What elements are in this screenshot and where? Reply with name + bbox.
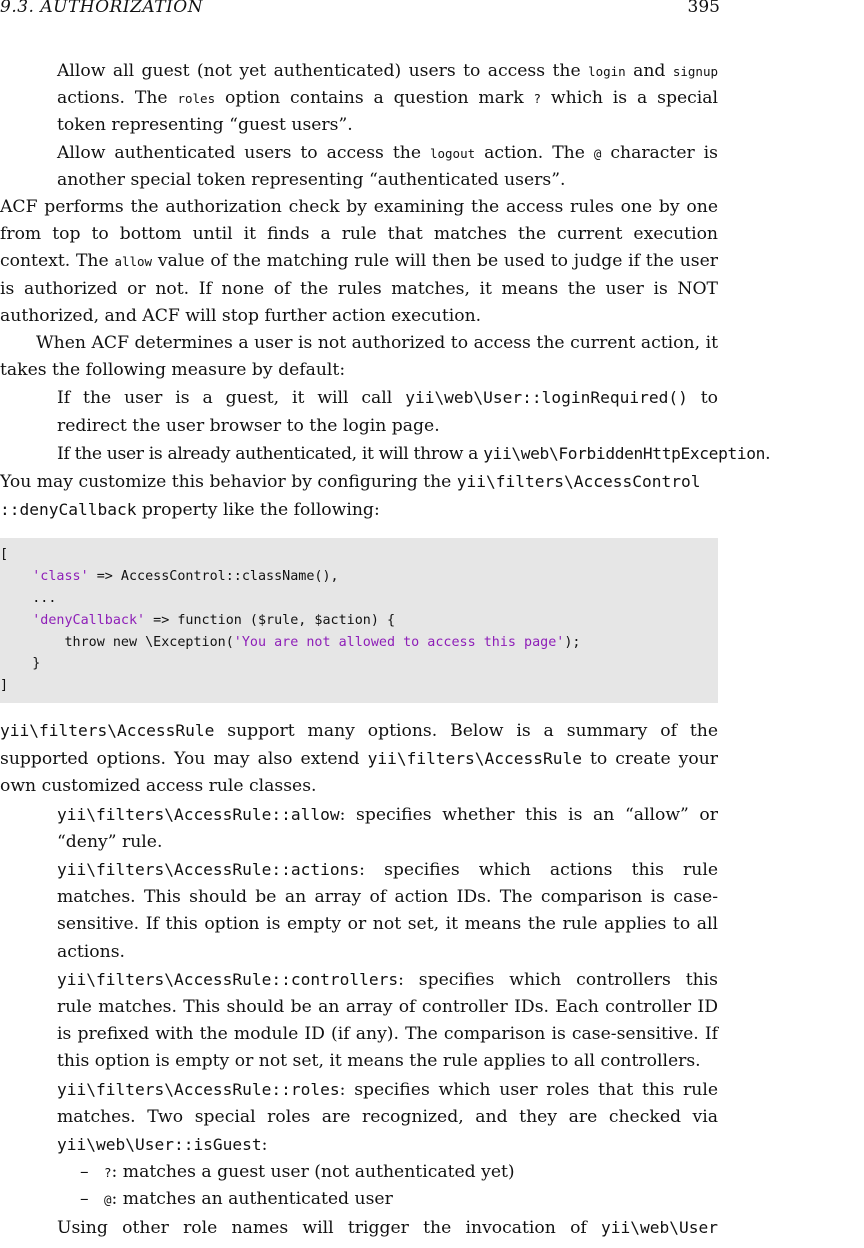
paragraph: You may customize this behavior by configuring the yii\filters\AccessControl ::denyCallback property like the following: [0,472,701,521]
code-block: [ 'class' => AccessControl::className(), ... 'denyCallback' => function ($rule, $action) { throw new \Exception('You are not allowed to access this page'); } ] [0,538,718,703]
paragraph: When ACF determines a user is not authorized to access the current action, it takes the following measure by default: [0,333,718,381]
option-item: yii\filters\AccessRule::allow: specifies whether this is an “allow” or “deny” rule. [57,804,718,852]
role-item: – ?: matches a guest user (not authenticated yet) [80,1162,515,1183]
option-item: yii\filters\AccessRule::actions: specifies which actions this rule matches. This should be an array of action IDs. The comparison is case-sensitive. If this option is empty or not set, it means the rule applies to all actions. [57,860,718,962]
section-title: 9.3. AUTHORIZATION [0,0,204,17]
page-number: 395 [687,0,720,17]
list-item: If the user is already authenticated, it will throw a yii\web\ForbiddenHttpException. [57,443,771,464]
paragraph: ACF performs the authorization check by examining the access rules one by one from top to bottom until it finds a rule that matches the current execution context. The allow value of the matching rule will then be used to judge if the user is authorized or not. If none of the rules matches, it means the user is NOT authorized, and ACF will stop further action execution. [0,197,718,326]
paragraph: Using other role names will trigger the invocation of yii\web\User [57,1217,718,1238]
role-item: – @: matches an authenticated user [80,1189,393,1210]
list-item: Allow all guest (not yet authenticated) users to access the login and signup actions. The roles option contains a question mark ? which is a special token representing “guest users”. [57,61,718,136]
paragraph: yii\filters\AccessRule support many options. Below is a summary of the supported options. You may also extend yii\filters\AccessRule to create your own customized access rule classes. [0,721,719,797]
option-item: yii\filters\AccessRule::roles: specifies which user roles that this rule matches. Two special roles are recognized, and they are checked via yii\web\User::isGuest: [57,1079,718,1156]
list-item: If the user is a guest, it will call yii\web\User::loginRequired() to redirect the user browser to the login page. [57,388,719,436]
option-item: yii\filters\AccessRule::controllers: specifies which controllers this rule matches. This should be an array of controller IDs. Each controller ID is prefixed with the module ID (if any). The comparison is case-sensitive. If this option is empty or not set, it means the rule applies to all controllers. [57,969,718,1072]
running-header [0,0,720,22]
body-text [0,58,771,1242]
list-item: Allow authenticated users to access the logout action. The @ character is another special token representing “authenticated users”. [57,142,718,190]
